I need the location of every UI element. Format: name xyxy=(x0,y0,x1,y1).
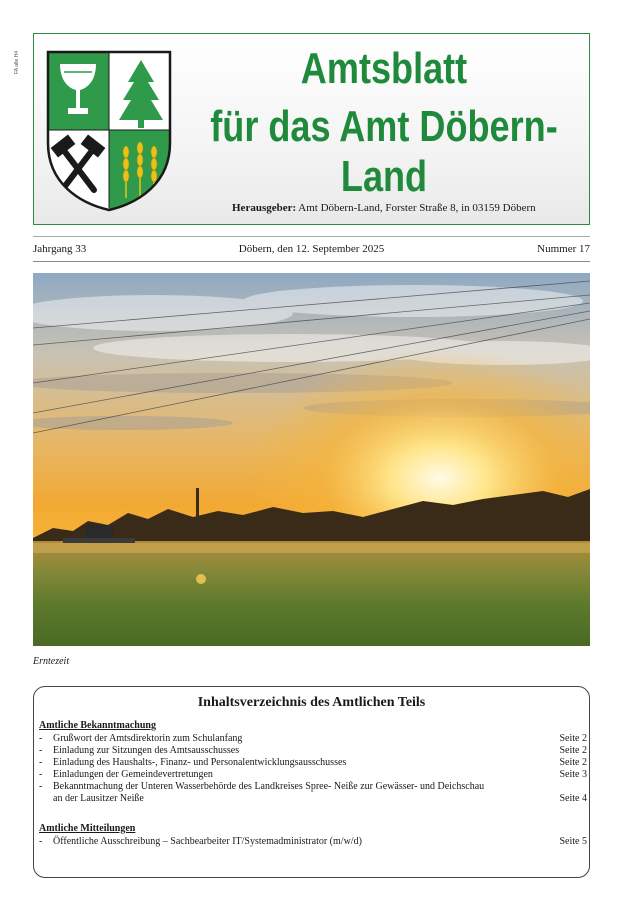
print-code: FA alte H4 xyxy=(14,50,20,74)
masthead xyxy=(33,33,590,225)
publisher-label: Herausgeber: xyxy=(232,202,297,214)
toc-entry-page: Seite 3 xyxy=(559,769,587,780)
toc-section-heading: Amtliche Bekanntmachung xyxy=(39,720,156,731)
toc-entry-page: Seite 2 xyxy=(559,757,587,768)
issue-number: Nummer 17 xyxy=(537,243,590,255)
toc-entry-text: Bekanntmachung der Unteren Wasserbehörde des Landkreises Spree- Neiße zur Gewässer- und Deichschau xyxy=(53,781,485,792)
toc-entry-dash: - xyxy=(39,781,43,792)
meta-divider-top xyxy=(33,236,590,237)
toc-entry-dash: - xyxy=(39,769,43,780)
toc-entry-text: Einladungen der Gemeindevertretungen xyxy=(53,769,213,780)
masthead-title-line1: Amtsblatt xyxy=(300,44,468,93)
toc-entry-page: Seite 5 xyxy=(559,836,587,847)
toc-entry-text: Einladung zur Sitzungen des Amtsausschusses xyxy=(53,745,240,756)
toc-entry-dash: - xyxy=(39,733,43,744)
toc-entry-text: Grußwort der Amtsdirektorin zum Schulanfang xyxy=(53,733,243,744)
publisher-text: Amt Döbern-Land, Forster Straße 8, in 03159 Döbern xyxy=(296,202,536,214)
masthead-title-line2: für das Amt Döbern-Land xyxy=(210,102,558,201)
photo-caption: Erntezeit xyxy=(33,656,70,667)
toc-entry-text: Einladung des Haushalts-, Finanz- und Personalentwicklungsausschusses xyxy=(53,757,347,768)
table-of-contents xyxy=(33,686,590,878)
cover-photo xyxy=(33,273,590,646)
toc-entry-text: Öffentliche Ausschreibung – Sachbearbeiter IT/Systemadministrator (m/w/d) xyxy=(53,836,362,847)
toc-entry-dash: - xyxy=(39,757,43,768)
toc-title: Inhaltsverzeichnis des Amtlichen Teils xyxy=(197,695,426,710)
toc-entry-page: Seite 2 xyxy=(559,733,587,744)
toc-entry-text: an der Lausitzer Neiße xyxy=(53,793,144,804)
toc-entry-page: Seite 4 xyxy=(559,793,587,804)
place-date: Döbern, den 12. September 2025 xyxy=(238,243,385,255)
issue-meta-bar xyxy=(33,239,590,262)
toc-entry-page: Seite 2 xyxy=(559,745,587,756)
publisher-line xyxy=(232,202,536,214)
volume-label: Jahrgang 33 xyxy=(33,243,87,255)
toc-entry-dash: - xyxy=(39,745,43,756)
sunset-field-image xyxy=(33,273,590,646)
toc-section-heading: Amtliche Mitteilungen xyxy=(39,823,136,834)
coat-of-arms-icon xyxy=(44,48,174,213)
toc-entry-dash: - xyxy=(39,836,43,847)
